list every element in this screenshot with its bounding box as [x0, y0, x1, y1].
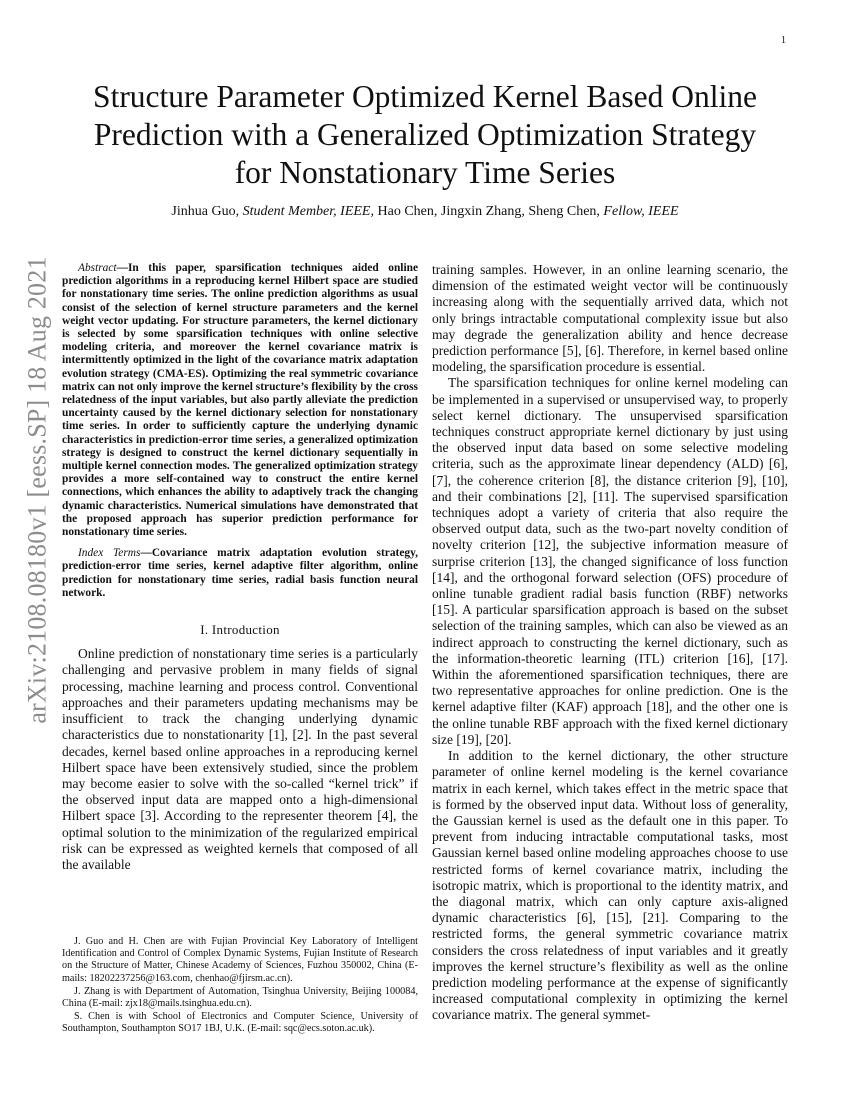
body-paragraph: In addition to the kernel dictionary, the other structure parameter of online kernel modeling is the kernel covariance matrix in each kernel, which takes effect in the metric space that is formed by the observed input data. Without loss of generality, the Gaussian kernel is used as the default one in this paper. To prevent from inducing intractable computational tasks, most Gaussian kernel based online modeling approaches choose to use restricted forms of kernel covariance matrix, including the isotropic matrix, which is proportional to the identity matrix, and the diagonal matrix, which can only capture axis-aligned dynamic characteristics [6], [15], [21]. Comparing to the restricted forms, the general symmetric covariance matrix considers the cross relatedness of input variables and it greatly improves the kernel structure’s flexibility as well as the online prediction modeling performance at the expense of significantly increased computational complexity in optimizing the kernel covariance matrix. The general symmet-	[432, 748, 788, 1023]
footnote-affiliation-zhang: J. Zhang is with Department of Automation, Tsinghua University, Beijing 100084, China (E-mail: zjx18@mails.tsinghua.edu.cn).	[62, 985, 418, 1010]
index-terms	[62, 547, 418, 600]
footnote-affiliation-sheng-chen: S. Chen is with School of Electronics and Computer Science, University of Southampton, Southampton SO17 1BJ, U.K. (E-mail: sqc@ecs.soton.ac.uk).	[62, 1011, 418, 1035]
footnotes	[62, 936, 418, 1036]
paper-title	[55, 78, 795, 192]
author-names-mid: Hao Chen, Jingxin Zhang, Sheng Chen,	[377, 204, 600, 219]
body-paragraph: training samples. However, in an online learning scenario, the dimension of the estimated weight vector will be continuously increasing along with the sequentially arrived data, which not only brings intractable computational complexity issue but also may degrade the generalization ability and hence decrease prediction performance [5], [6]. Therefore, in kernel based online modeling, the sparsification procedure is essential.	[432, 262, 788, 375]
section-heading-introduction: I. Introduction	[200, 622, 280, 638]
author-role-2: Fellow, IEEE	[603, 204, 679, 219]
arxiv-identifier-stamp	[15, 256, 61, 724]
index-terms-text: —Covariance matrix adaptation evolution strategy, prediction-error time series, kernel adaptive filter algorithm, online prediction for nonstationary time series, radial basis function neural network.	[62, 547, 418, 599]
author-role-1: Student Member, IEEE,	[242, 204, 374, 219]
body-paragraph: The sparsification techniques for online kernel modeling can be implemented in a supervised or unsupervised way, to properly select kernel dictionary. The unsupervised sparsification techniques construct appropriate kernel dictionary by just using the observed input data based on some selective modeling criteria, such as the approximate linear dependency (ALD) [6], [7], the coherence criterion [8], the distance criterion [9], [10], and their combinations [2], [11]. The supervised sparsification techniques adopt a variety of criteria that also require the observed output data, such as the two-part novelty condition of novelty criterion [12], the subjective information measure of surprise criterion [13], the changed significance of loss function [14], and the orthogonal forward selection (OFS) procedure of online tunable gradient radial basis function (RBF) networks [15]. A particular sparsification approach is based on the subset selection of the training samples, which can also be viewed as an indirect approach to constructing the kernel dictionary, such as the information-theoretic learning (ITL) criterion [16], [17]. Within the aforementioned sparsification techniques, there are two representative approaches for online prediction. One is the kernel adaptive filter (KAF) approach [18], and the other one is the online tunable RBF approach with the fixed kernel dictionary size [19], [20].	[432, 375, 788, 747]
footnote-affiliation-guo-chen: J. Guo and H. Chen are with Fujian Provincial Key Laboratory of Intelligent Identification and Control of Complex Dynamic Systems, Fujian Institute of Research on the Structure of Matter, Chinese Academy of Sciences, Fuzhou 350002, China (E-mails: 18202237256@163.com, chenhao@fjirsm.ac.cn).	[62, 936, 418, 984]
body-paragraph: Online prediction of nonstationary time series is a particularly challenging and pervasive problem in many fields of signal processing, machine learning and process control. Conventional approaches and their parameters updating mechanisms may be insufficient to track the changing underlying dynamic characteristics due to nonstationarity [1], [2]. In the past several decades, kernel based online approaches in a reproducing kernel Hilbert space have been extensively studied, since the problem may become easier to solve with the so-called “kernel trick” if the observed input data are mapped onto a high-dimensional Hilbert space [3]. According to the representer theorem [4], the optimal solution to the minimization of the regularized empirical risk can be expressed as weighted kernels that composed of all the available	[62, 646, 418, 872]
left-column	[62, 262, 418, 873]
page-number: 1	[781, 35, 786, 46]
abstract	[62, 262, 418, 539]
title-line-3: for Nonstationary Time Series	[234, 155, 616, 190]
author-name-1: Jinhua Guo,	[171, 204, 240, 219]
right-column	[432, 262, 788, 1024]
title-line-2: Prediction with a Generalized Optimization Strategy	[93, 117, 757, 152]
author-list	[55, 203, 795, 221]
arxiv-identifier-text: arXiv:2108.08180v1 [eess.SP] 18 Aug 2021	[23, 256, 53, 724]
abstract-label: Abstract	[78, 262, 117, 274]
index-terms-label: Index Terms	[78, 547, 141, 560]
abstract-text: —In this paper, sparsification techniques aided online prediction algorithms in a reproducing kernel Hilbert space are studied for nonstationary time series. The online prediction algorithms as usual consist of the selection of kernel structure parameters and the kernel weight vector updating. For structure parameters, the kernel dictionary is selected by some sparsification techniques with online selective modeling criteria, and moreover the kernel covariance matrix is intermittently optimized in the light of the covariance matrix adaptation evolution strategy (CMA-ES). Optimizing the real symmetric covariance matrix can not only improve the kernel structure’s flexibility by the cross relatedness of the input variables, but also partly alleviate the prediction uncertainty caused by the kernel dictionary selection for nonstationary time series. In order to sufficiently capture the underlying dynamic characteristics in prediction-error time series, a generalized optimization strategy is designed to construct the kernel dictionary sequentially in multiple kernel connection modes. The generalized optimization strategy provides a more self-contained way to construct the entire kernel connections, which enhances the ability to adaptively track the changing dynamic characteristics. Numerical simulations have demonstrated that the proposed approach has superior prediction performance for nonstationary time series.	[62, 262, 418, 539]
title-line-1: Structure Parameter Optimized Kernel Based Online	[93, 79, 757, 114]
